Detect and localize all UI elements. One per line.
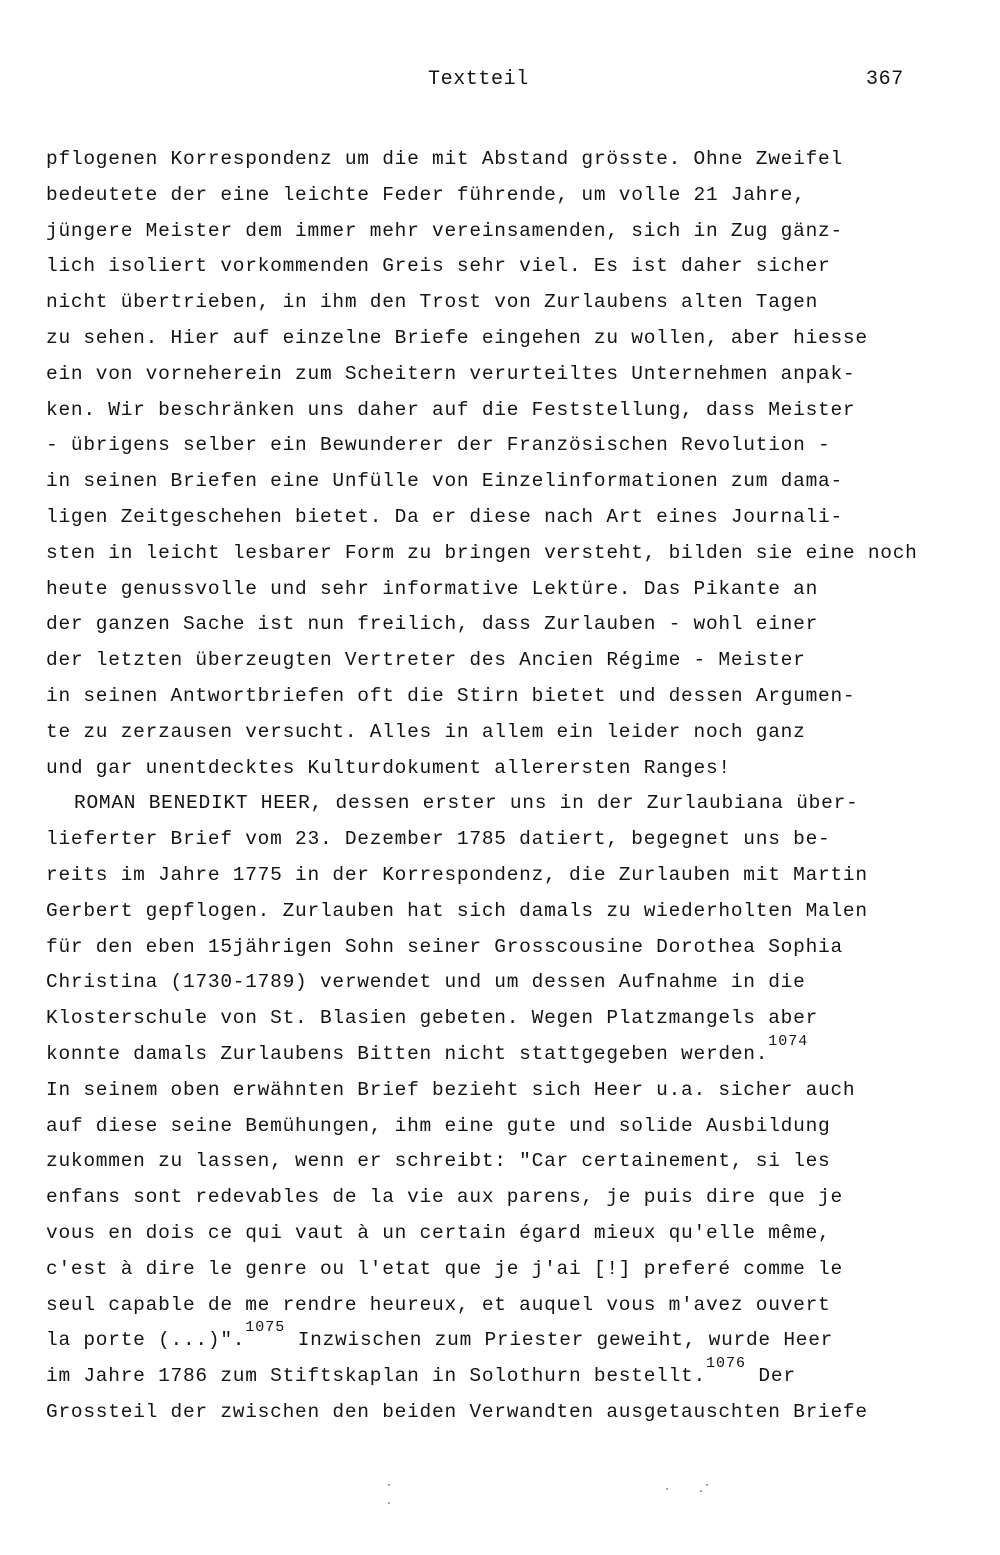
- text-line: seul capable de me rendre heureux, et auquel vous m'avez ouvert: [46, 1293, 831, 1316]
- text-line: enfans sont redevables de la vie aux parens, je puis dire que je: [46, 1186, 843, 1209]
- scan-speck: [666, 1488, 668, 1490]
- line-text: konnte damals Zurlaubens Bitten nicht stattgegeben werden.: [46, 1042, 769, 1065]
- line-text: Der: [745, 1365, 796, 1388]
- text-line: der letzten überzeugten Vertreter des Ancien Régime - Meister: [46, 649, 806, 672]
- scan-speck: [388, 1502, 390, 1504]
- text-line: zu sehen. Hier auf einzelne Briefe eingehen zu wollen, aber hiesse: [46, 326, 868, 349]
- text-line: bedeutete der eine leichte Feder führende, um volle 21 Jahre,: [46, 183, 806, 206]
- text-line: für den eben 15jährigen Sohn seiner Grosscousine Dorothea Sophia: [46, 935, 843, 958]
- text-line: reits im Jahre 1775 in der Korrespondenz, die Zurlauben mit Martin: [46, 863, 868, 886]
- text-line: lich isoliert vorkommenden Greis sehr viel. Es ist daher sicher: [46, 255, 831, 278]
- text-line: ken. Wir beschränken uns daher auf die Feststellung, dass Meister: [46, 398, 856, 421]
- text-line: ROMAN BENEDIKT HEER, dessen erster uns in der Zurlaubiana über-: [74, 792, 859, 815]
- text-line: Gerbert gepflogen. Zurlauben hat sich damals zu wiederholten Malen: [46, 899, 868, 922]
- text-line: und gar unentdecktes Kulturdokument allerersten Ranges!: [46, 756, 731, 779]
- text-line: vous en dois ce qui vaut à un certain égard mieux qu'elle même,: [46, 1221, 831, 1244]
- text-line: Grossteil der zwischen den beiden Verwandten ausgetauschten Briefe: [46, 1400, 868, 1423]
- line-text: Inzwischen zum Priester geweiht, wurde Heer: [285, 1329, 834, 1352]
- text-line-with-footnote: [46, 1032, 946, 1073]
- paragraph-1: [46, 142, 946, 786]
- text-line-with-footnote: [46, 1319, 946, 1359]
- page-header: [0, 68, 1000, 98]
- scan-speck: [388, 1484, 390, 1486]
- text-line: sten in leicht lesbarer Form zu bringen versteht, bilden sie eine noch: [46, 541, 918, 564]
- line-text: la porte (...)".: [46, 1329, 246, 1352]
- text-line: in seinen Antwortbriefen oft die Stirn bietet und dessen Argumen-: [46, 684, 856, 707]
- line-text: im Jahre 1786 zum Stiftskaplan in Solothurn bestellt.: [46, 1365, 706, 1388]
- text-line: ein von vorneherein zum Scheitern verurteiltes Unternehmen anpak-: [46, 362, 856, 385]
- text-line: ligen Zeitgeschehen bietet. Da er diese nach Art eines Journali-: [46, 505, 843, 528]
- text-line: jüngere Meister dem immer mehr vereinsamenden, sich in Zug gänz-: [46, 219, 843, 242]
- text-line: c'est à dire le genre ou l'etat que je j'ai [!] preferé comme le: [46, 1257, 843, 1280]
- scan-speck: [700, 1490, 702, 1492]
- text-line: te zu zerzausen versucht. Alles in allem ein leider noch ganz: [46, 720, 806, 743]
- body-text: [46, 142, 946, 1431]
- scan-specks: [0, 1480, 1000, 1510]
- footnote-ref-1076: 1076: [705, 1355, 746, 1373]
- text-line: in seinen Briefen eine Unfülle von Einzelinformationen zum dama-: [46, 470, 843, 493]
- text-line: nicht übertrieben, in ihm den Trost von Zurlaubens alten Tagen: [46, 291, 819, 314]
- text-line: auf diese seine Bemühungen, ihm eine gute und solide Ausbildung: [46, 1114, 831, 1137]
- footnote-ref-1074: 1074: [768, 1032, 809, 1050]
- text-line: lieferter Brief vom 23. Dezember 1785 datiert, begegnet uns be-: [46, 828, 831, 851]
- footnote-ref-1075: 1075: [245, 1319, 286, 1337]
- running-title: Textteil: [428, 68, 529, 91]
- text-line: Christina (1730-1789) verwendet und um dessen Aufnahme in die: [46, 971, 806, 994]
- text-line-with-footnote: [46, 1355, 946, 1395]
- text-line: der ganzen Sache ist nun freilich, dass Zurlauben - wohl einer: [46, 613, 819, 636]
- page-number: 367: [866, 68, 904, 91]
- scan-speck: [706, 1484, 708, 1486]
- text-line: heute genussvolle und sehr informative Lektüre. Das Pikante an: [46, 577, 819, 600]
- text-line: zukommen zu lassen, wenn er schreibt: "Car certainement, si les: [46, 1150, 831, 1173]
- text-line: In seinem oben erwähnten Brief bezieht sich Heer u.a. sicher auch: [46, 1078, 856, 1101]
- paragraph-2: [46, 786, 946, 1430]
- text-line: - übrigens selber ein Bewunderer der Französischen Revolution -: [46, 434, 831, 457]
- text-line: pflogenen Korrespondenz um die mit Abstand grösste. Ohne Zweifel: [46, 148, 843, 170]
- text-line: Klosterschule von St. Blasien gebeten. Wegen Platzmangels aber: [46, 1007, 819, 1030]
